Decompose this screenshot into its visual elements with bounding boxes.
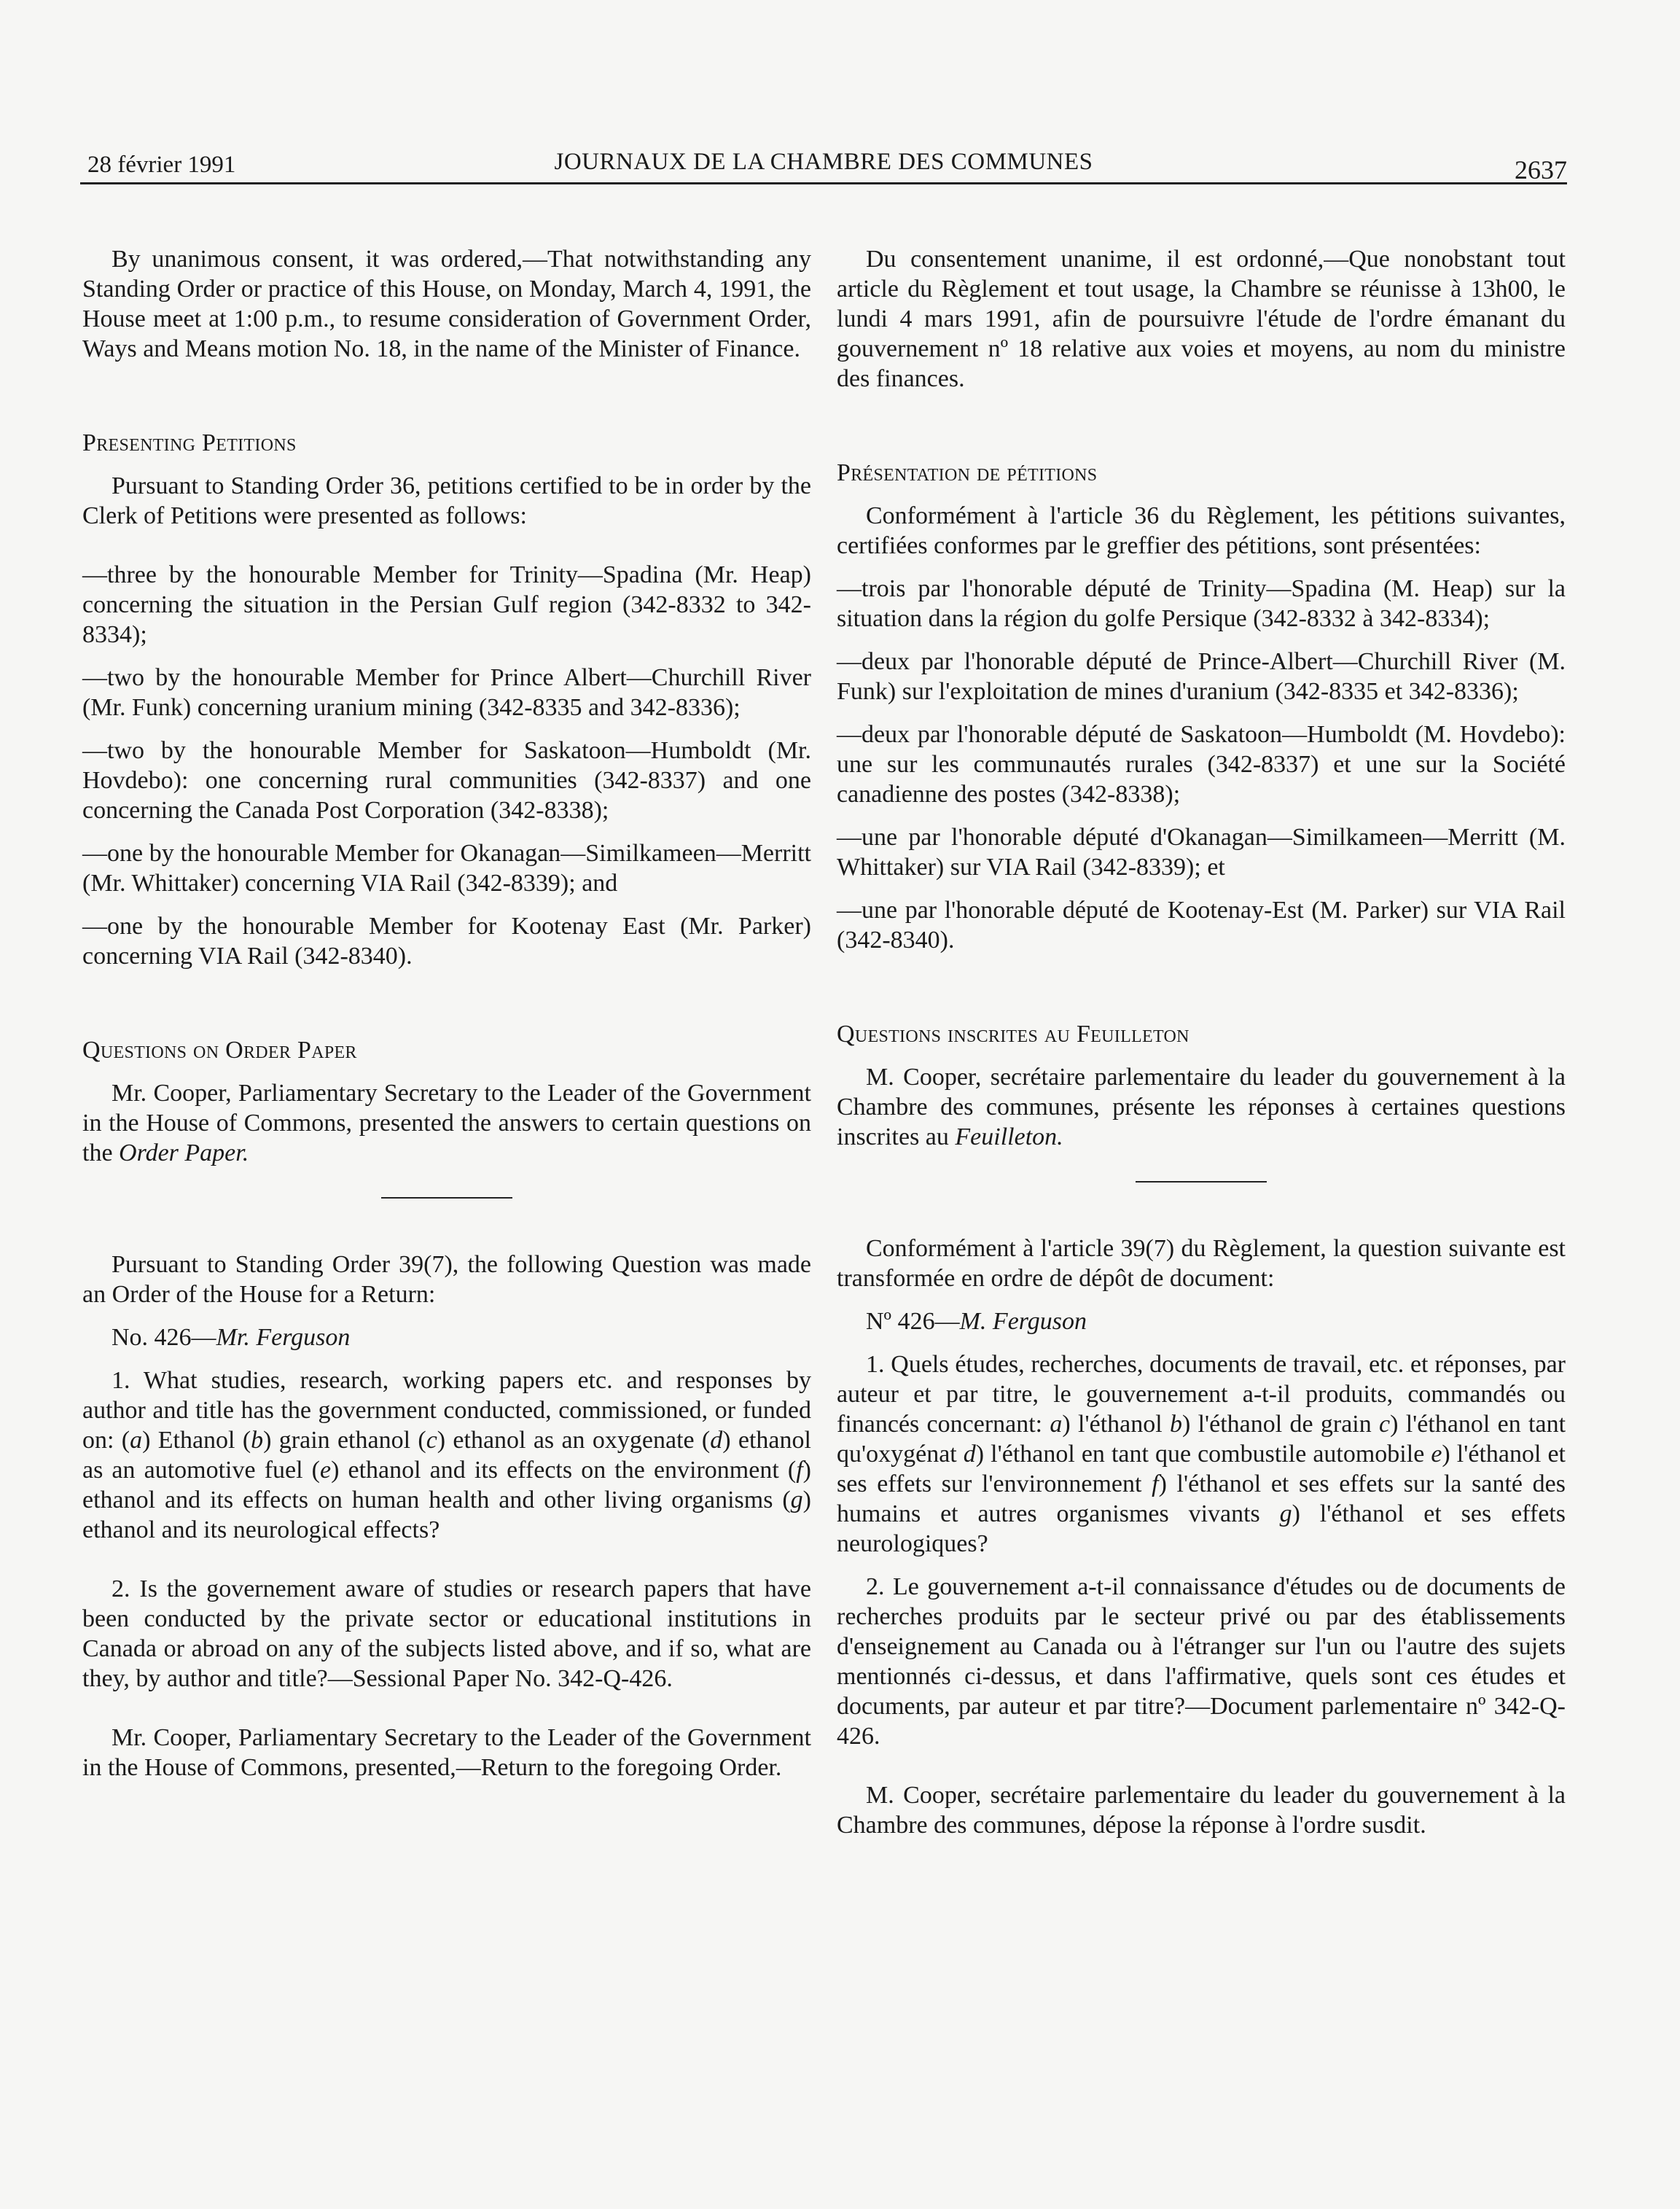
q1-letter: c <box>1379 1411 1391 1438</box>
header-journal-title: JOURNAUX DE LA CHAMBRE DES COMMUNES <box>554 149 1093 175</box>
question-number-text: No. 426— <box>112 1324 216 1351</box>
unanimous-consent-paragraph: Du consentement unanime, il est ordonné,—Que nonobstant tout article du Règlement et tout usage, la Chambre se réunisse à 13h00, le lundi 4 mars 1991, afin de poursuivre l'étude de l'ordre émanant du gouvernement nº 18 relative aux voies et moyens, au nom du ministre des finances. <box>837 246 1566 392</box>
q1-letter: b <box>251 1427 264 1454</box>
q1-letter: a <box>1050 1411 1063 1438</box>
q1-text: ) ethanol and its effects on the environment ( <box>331 1457 797 1484</box>
q1-letter: a <box>130 1427 143 1454</box>
petition-item: —deux par l'honorable député de Saskatoon—Humboldt (M. Hovdebo): une sur les communautés rurales (342-8337) et une sur la Société canadienne des postes (342-8338); <box>837 721 1566 808</box>
q1-text: ) l'éthanol et ses effets sur la santé des humains et autres organismes vivants <box>837 1470 1566 1527</box>
page-header <box>80 146 1567 184</box>
q1-text: ) l'éthanol en tant qu'oxygénat <box>837 1411 1566 1468</box>
q1-text: ) l'éthanol de grain <box>1181 1411 1380 1438</box>
q1-text: ) l'éthanol <box>1062 1411 1170 1438</box>
q1-text: ) Ethanol ( <box>142 1427 251 1454</box>
question-part-1 <box>82 1365 811 1545</box>
questions-paragraph <box>837 1062 1566 1152</box>
english-column <box>82 244 811 1783</box>
question-number <box>837 1306 1566 1336</box>
order-paper-title: Order Paper. <box>119 1139 249 1166</box>
question-number-text: Nº 426— <box>866 1308 960 1335</box>
question-member-name: M. Ferguson <box>959 1308 1087 1335</box>
question-number <box>82 1322 811 1352</box>
questions-heading: Questions inscrites au Feuilleton <box>837 1021 1189 1048</box>
q1-text: 1. Quels études, recherches, documents de travail, etc. et réponses, par auteur et par titre, le gouvernement a-t-il produits, commandés ou financés concernant: <box>837 1351 1566 1438</box>
q1-text: 1. What studies, research, working papers etc. and responses by author and title has the government conducted, commissioned, or funded on: ( <box>82 1367 811 1454</box>
question-member-name: Mr. Ferguson <box>216 1324 351 1351</box>
petition-item: —two by the honourable Member for Saskatoon—Humboldt (Mr. Hovdebo): one concerning rural communities (342-8337) and one concerning the Canada Post Corporation (342-8338); <box>82 737 811 824</box>
question-part-1 <box>837 1349 1566 1559</box>
questions-text: Mr. Cooper, Parliamentary Secretary to the Leader of the Government in the House of Commons, presented the answers to certain questions on the <box>82 1080 811 1166</box>
q1-letter: e <box>319 1457 332 1484</box>
q1-text: ) grain ethanol ( <box>263 1427 426 1454</box>
q1-letter: b <box>1169 1411 1182 1438</box>
q1-text: ) ethanol as an automotive fuel ( <box>82 1427 811 1484</box>
unanimous-consent-paragraph: By unanimous consent, it was ordered,—That notwithstanding any Standing Order or practice of this House, on Monday, March 4, 1991, the House meet at 1:00 p.m., to resume consideration of Government Order, Ways and Means motion No. 18, in the name of the Minister of Finance. <box>82 246 811 362</box>
questions-text: M. Cooper, secrétaire parlementaire du leader du gouvernement à la Chambre des communes, présente les réponses à certaines questions inscrites au <box>837 1064 1566 1150</box>
petition-item: —une par l'honorable député de Kootenay-Est (M. Parker) sur VIA Rail (342-8340). <box>837 897 1566 954</box>
order-intro-paragraph: Pursuant to Standing Order 39(7), the following Question was made an Order of the House for a Return: <box>82 1251 811 1308</box>
petitions-intro: Pursuant to Standing Order 36, petitions certified to be in order by the Clerk of Petitions were presented as follows: <box>82 472 811 529</box>
questions-heading: Questions on Order Paper <box>82 1037 357 1064</box>
petition-item: —one by the honourable Member for Kootenay East (Mr. Parker) concerning VIA Rail (342-8340). <box>82 913 811 970</box>
feuilleton-title: Feuilleton. <box>955 1123 1063 1150</box>
header-page-number: 2637 <box>1515 155 1567 184</box>
petition-item: —one by the honourable Member for Okanagan—Similkameen—Merritt (Mr. Whittaker) concerning VIA Rail (342-8339); and <box>82 840 811 897</box>
petitions-intro: Conformément à l'article 36 du Règlement, les pétitions suivantes, certifiées conformes par le greffier des pétitions, sont présentées: <box>837 502 1566 559</box>
petition-item: —trois par l'honorable député de Trinity—Spadina (M. Heap) sur la situation dans la région du golfe Persique (342-8332 à 342-8334); <box>837 575 1566 632</box>
french-column <box>837 244 1566 1840</box>
petition-item: —three by the honourable Member for Trinity—Spadina (Mr. Heap) concerning the situation in the Persian Gulf region (342-8332 to 342-8334); <box>82 561 811 648</box>
q1-text: ) ethanol and its neurological effects? <box>82 1487 811 1543</box>
question-part-2: 2. Is the governement aware of studies or research papers that have been conducted by the private sector or educational institutions in Canada or abroad on any of the subjects listed above, and if so, what are they, by author and title?—Sessional Paper No. 342-Q-426. <box>82 1575 811 1692</box>
petition-item: —une par l'honorable député d'Okanagan—Similkameen—Merritt (M. Whittaker) sur VIA Rail (342-8339); et <box>837 824 1566 881</box>
q1-text: ) l'éthanol et ses effets sur l'environnement <box>837 1441 1566 1497</box>
questions-paragraph <box>82 1078 811 1168</box>
return-paragraph: M. Cooper, secrétaire parlementaire du leader du gouvernement à la Chambre des communes, dépose la réponse à l'ordre susdit. <box>837 1782 1566 1839</box>
q1-letter: f <box>1152 1470 1159 1497</box>
q1-letter: g <box>1279 1500 1292 1527</box>
return-paragraph: Mr. Cooper, Parliamentary Secretary to the Leader of the Government in the House of Commons, presented,—Return to the foregoing Order. <box>82 1724 811 1781</box>
petitions-heading: Présentation de pétitions <box>837 459 1098 486</box>
order-intro-paragraph: Conformément à l'article 39(7) du Règlement, la question suivante est transformée en ordre de dépôt de document: <box>837 1235 1566 1292</box>
q1-letter: d <box>710 1427 723 1454</box>
q1-letter: c <box>426 1427 437 1454</box>
q1-letter: e <box>1431 1441 1442 1468</box>
question-part-2: 2. Le gouvernement a-t-il connaissance d'études ou de documents de recherches produits par le secteur privé ou par des établissements d'enseignement au Canada ou à l'étranger sur l'un ou l'autre des sujets mentionnés ci-dessus, et dans l'affirmative, quels sont ces études et documents, par auteur et par titre?—Document parlementaire nº 342-Q-426. <box>837 1573 1566 1750</box>
q1-text: ) l'éthanol en tant que combustile automobile <box>975 1441 1431 1468</box>
q1-text: ) ethanol and its effects on human health and other living organisms ( <box>82 1457 811 1513</box>
q1-letter: g <box>790 1487 803 1513</box>
q1-letter: d <box>963 1441 976 1468</box>
header-date: 28 février 1991 <box>87 152 236 178</box>
petitions-heading: Presenting Petitions <box>82 429 297 456</box>
petition-item: —two by the honourable Member for Prince Albert—Churchill River (Mr. Funk) concerning uranium mining (342-8335 and 342-8336); <box>82 664 811 721</box>
q1-text: ) l'éthanol et ses effets neurologiques? <box>837 1500 1566 1557</box>
q1-letter: f <box>796 1457 803 1484</box>
q1-text: ) ethanol as an oxygenate ( <box>437 1427 711 1454</box>
petition-item: —deux par l'honorable député de Prince-Albert—Churchill River (M. Funk) sur l'exploitation de mines d'uranium (342-8335 et 342-8336); <box>837 648 1566 705</box>
